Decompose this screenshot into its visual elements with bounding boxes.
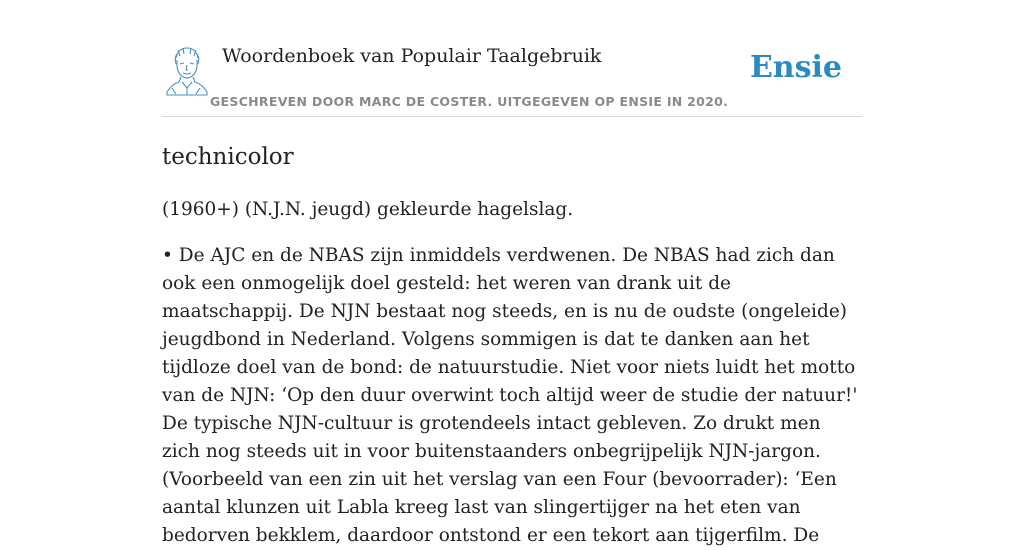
- page: [162, 0, 862, 550]
- book-header: [162, 0, 862, 117]
- book-title[interactable]: Woordenboek van Populair Taalgebruik: [222, 45, 602, 67]
- entry-definition: (1960+) (N.J.N. jeugd) gekleurde hagelslag.: [162, 199, 574, 220]
- entry-quote: • De AJC en de NBAS zijn inmiddels verdwenen. De NBAS had zich dan ook een onmogelijk doel gesteld: het weren van drank uit de maatschappij. De NJN bestaat nog steeds, en is nu de oudste (ongeleide) jeugdbond in Nederland. Volgens sommigen is dat te danken aan het tijdloze doel van de bond: de natuurstudie. Niet voor niets luidt het motto van de NJN: ‘Op den duur overwint toch altijd weer de studie der natuur!' De typische NJN-cultuur is grotendeels intact gebleven. Zo drukt men zich nog steeds uit in voor buitenstaanders onbegrijpelijk NJN-jargon. (Voorbeeld van een zin uit het verslag van een Four (bevoorrader): ‘Een aantal klunzen uit Labla kreeg last van slingertijger na het eten van bedorven bekklem, daardoor ontstond er een tekort aan tijgerfilm. De: [162, 245, 858, 546]
- entry-term: technicolor: [162, 144, 294, 170]
- byline: GESCHREVEN DOOR MARC DE COSTER. UITGEGEVEN OP ENSIE IN 2020.: [210, 94, 729, 109]
- author-portrait-icon[interactable]: [164, 44, 208, 96]
- ensie-logo[interactable]: Ensie: [749, 50, 842, 85]
